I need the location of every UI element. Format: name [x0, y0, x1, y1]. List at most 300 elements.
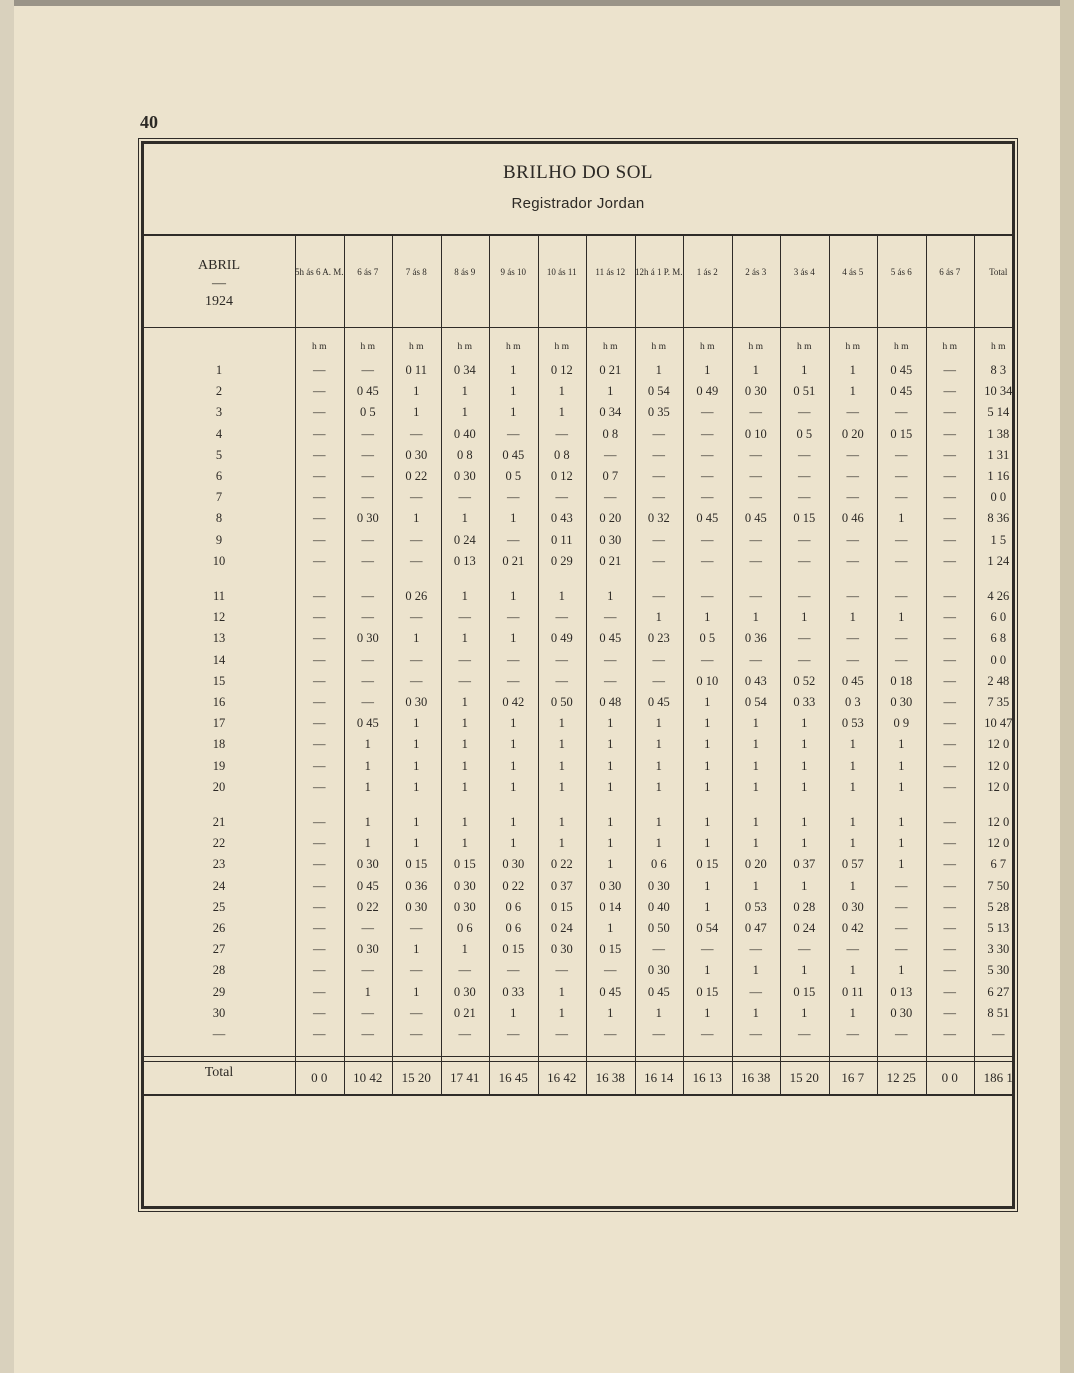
table-cell: 1 [704, 363, 711, 377]
table-cell: 1 [752, 1005, 759, 1020]
table-cell: — [798, 553, 811, 568]
table-cell: 0 26 [405, 589, 428, 603]
table-cell: — [943, 921, 956, 935]
table-cell: — [313, 921, 326, 935]
table-cell: — [361, 963, 374, 978]
table-cell: — [943, 1005, 956, 1020]
day-label: 29 [212, 984, 226, 999]
table-cell: 0 5 [796, 426, 813, 441]
table-cell: — [943, 631, 956, 646]
table-cell: — [313, 815, 326, 829]
table-cell: — [943, 984, 956, 999]
table-cell: 1 [898, 963, 905, 978]
table-rule [144, 234, 1012, 236]
total-cell: 16 38 [595, 1070, 625, 1085]
table-cell: 0 5 [699, 631, 716, 646]
table-cell: 1 [801, 815, 808, 829]
table-title: BRILHO DO SOL [502, 162, 654, 183]
unit-label: h m [408, 342, 424, 352]
table-cell: 0 30 [890, 1005, 913, 1020]
table-cell: 0 57 [841, 857, 864, 872]
table-cell: 0 30 [841, 899, 864, 914]
table-cell: — [313, 779, 326, 794]
table-cell: 1 [849, 610, 856, 625]
table-cell: 0 22 [356, 899, 379, 914]
table-cell: — [652, 426, 665, 441]
column-header: 12h á 1 P. M. [634, 267, 683, 277]
table-cell: — [943, 363, 956, 377]
table-cell: 1 [461, 511, 468, 526]
table-cell: 0 5 [359, 405, 376, 420]
table-cell: — [313, 878, 326, 893]
table-cell: — [313, 610, 326, 625]
table-cell: 1 [461, 779, 468, 794]
table-cell: 1 [510, 511, 517, 526]
table-cell: — [943, 836, 956, 851]
table-cell: 0 28 [793, 899, 816, 914]
table-cell: — [895, 469, 908, 483]
table-cell: 1 [752, 963, 759, 978]
unit-label: h m [699, 342, 715, 352]
table-cell: 1 [752, 779, 759, 794]
table-cell: 1 [558, 836, 565, 851]
table-cell: — [846, 942, 859, 957]
table-cell: — [943, 758, 956, 773]
table-cell: — [749, 405, 762, 420]
unit-label: h m [845, 342, 860, 352]
table-cell: 0 21 [453, 1005, 476, 1020]
day-label: 4 [215, 426, 223, 441]
table-cell: 1 [898, 737, 905, 752]
table-cell: 1 [898, 836, 905, 851]
table-cell: — [313, 426, 326, 441]
table-cell: 1 [510, 631, 517, 646]
table-cell: — [507, 963, 520, 978]
table-cell: — [943, 490, 956, 505]
day-label: — [212, 1027, 226, 1041]
table-cell: 7 50 [987, 878, 1010, 893]
table-cell: 1 [752, 836, 759, 851]
table-cell: 1 [801, 737, 808, 752]
table-cell: 0 7 [602, 469, 619, 483]
day-label: 26 [212, 921, 226, 935]
table-cell: — [798, 490, 811, 505]
table-cell: — [895, 553, 908, 568]
table-cell: — [555, 610, 568, 625]
table-cell: 0 8 [553, 447, 570, 462]
table-cell: 0 45 [696, 511, 719, 526]
table-cell: — [701, 589, 714, 603]
table-cell: — [943, 511, 956, 526]
table-cell: 8 36 [987, 511, 1010, 526]
table-cell: — [895, 942, 908, 957]
table-cell: — [652, 490, 665, 505]
table-cell: — [943, 963, 956, 978]
table-cell: 0 6 [456, 921, 473, 935]
table-cell: 6 27 [987, 984, 1010, 999]
table-cell: 0 45 [356, 384, 379, 399]
table-cell: 1 [461, 716, 468, 731]
table-cell: — [458, 1027, 471, 1041]
table-cell: 0 14 [599, 899, 622, 914]
table-cell: 0 11 [842, 984, 864, 999]
table-cell: 0 30 [599, 532, 622, 547]
total-cell: 16 45 [498, 1070, 528, 1085]
table-cell: — [701, 1027, 714, 1041]
table-cell: 0 24 [793, 921, 816, 935]
table-cell: 0 15 [793, 511, 816, 526]
table-cell: 0 49 [696, 384, 719, 399]
day-label: 12 [212, 610, 226, 625]
table-cell: 1 [558, 384, 565, 399]
table-cell: — [749, 469, 762, 483]
table-cell: 1 [801, 758, 808, 773]
table-cell: 5 13 [987, 921, 1010, 935]
table-cell: — [313, 469, 326, 483]
table-cell: — [458, 652, 471, 667]
table-cell: 0 54 [744, 695, 767, 709]
day-label: 7 [215, 490, 223, 505]
table-cell: — [652, 532, 665, 547]
table-cell: — [895, 1027, 908, 1041]
table-cell: 0 12 [550, 469, 573, 483]
table-cell: — [555, 963, 568, 978]
table-cell: — [555, 652, 568, 667]
table-cell: 0 6 [650, 857, 667, 872]
table-cell: — [604, 1027, 617, 1041]
table-cell: 1 [849, 836, 856, 851]
table-cell: 1 [607, 921, 614, 935]
table-cell: 1 [704, 878, 711, 893]
table-cell: 1 [461, 695, 468, 709]
table-cell: — [313, 836, 326, 851]
table-cell: 0 13 [890, 984, 913, 999]
table-cell: 0 50 [550, 695, 573, 709]
table-cell: — [313, 652, 326, 667]
day-label: 19 [212, 758, 226, 773]
column-header: Total [989, 267, 1008, 277]
table-cell: 1 [704, 1005, 711, 1020]
table-cell: — [943, 899, 956, 914]
table-cell: 1 [510, 1005, 517, 1020]
table-cell: 1 [413, 631, 420, 646]
table-cell: — [652, 447, 665, 462]
day-label: 23 [212, 857, 226, 872]
table-cell: — [749, 942, 762, 957]
table-cell: 0 37 [793, 857, 816, 872]
table-cell: 0 49 [550, 631, 573, 646]
table-cell: — [943, 589, 956, 603]
table-cell: — [798, 589, 811, 603]
table-cell: 1 [413, 405, 420, 420]
table-cell: 1 [558, 984, 565, 999]
table-cell: — [507, 673, 520, 688]
table-cell: — [313, 963, 326, 978]
table-cell: 1 [849, 363, 856, 377]
table-cell: 0 5 [505, 469, 522, 483]
table-cell: — [749, 532, 762, 547]
table-cell: — [313, 553, 326, 568]
total-cell: 17 41 [450, 1070, 480, 1085]
table-cell: 1 5 [990, 532, 1007, 547]
table-cell: — [895, 490, 908, 505]
table-cell: 1 [849, 1005, 856, 1020]
table-cell: 1 [364, 737, 371, 752]
table-cell: 1 [558, 815, 565, 829]
table-cell: 5 14 [987, 405, 1010, 420]
table-cell: — [361, 589, 374, 603]
unit-label: h m [554, 342, 569, 352]
table-cell: — [313, 384, 326, 399]
table-cell: — [943, 695, 956, 709]
table-cell: 5 28 [987, 899, 1010, 914]
table-cell: 1 [413, 716, 420, 731]
table-cell: 0 46 [841, 511, 864, 526]
table-cell: 1 [510, 363, 517, 377]
table-cell: 0 45 [890, 384, 913, 399]
unit-label: h m [942, 342, 957, 352]
table-cell: — [313, 716, 326, 731]
table-cell: 1 [704, 716, 711, 731]
table-cell: 1 [801, 779, 808, 794]
table-cell: — [313, 405, 326, 420]
table-cell: 12 0 [987, 815, 1010, 829]
table-cell: 3 30 [987, 942, 1010, 957]
column-header: 6 ás 7 [939, 267, 961, 277]
table-cell: — [313, 1027, 326, 1041]
table-cell: — [604, 610, 617, 625]
day-label: 2 [215, 384, 223, 399]
table-cell: 0 8 [602, 426, 619, 441]
table-cell: — [361, 490, 374, 505]
day-label: 15 [212, 673, 226, 688]
table-cell: — [943, 673, 956, 688]
table-cell: 1 [461, 836, 468, 851]
table-cell: 1 [704, 836, 711, 851]
column-header: 1 ás 2 [696, 267, 718, 277]
table-cell: 1 [364, 836, 371, 851]
day-label: 24 [212, 878, 226, 893]
table-cell: — [895, 589, 908, 603]
table-cell: — [313, 857, 326, 872]
table-cell: — [652, 673, 665, 688]
table-cell: 0 30 [405, 695, 428, 709]
table-cell: — [846, 553, 859, 568]
table-cell: — [701, 553, 714, 568]
table-cell: 0 45 [744, 511, 767, 526]
table-cell: 0 53 [744, 899, 767, 914]
table-cell: — [410, 652, 423, 667]
total-cell: 16 7 [841, 1070, 865, 1085]
table-cell: — [361, 532, 374, 547]
table-cell: — [313, 737, 326, 752]
table-cell: 1 [655, 716, 662, 731]
table-cell: — [943, 737, 956, 752]
page-left-shade [0, 0, 14, 1373]
table-cell: 1 [704, 779, 711, 794]
table-cell: — [846, 652, 859, 667]
table-cell: 6 7 [990, 857, 1007, 872]
year-label: 1924 [205, 294, 233, 309]
table-cell: 0 15 [793, 984, 816, 999]
unit-label: h m [651, 342, 666, 352]
page-right-edge [1060, 0, 1074, 1373]
unit-label: h m [893, 342, 909, 352]
table-cell: — [604, 652, 617, 667]
table-cell: 0 11 [405, 363, 427, 377]
table-cell: 12 0 [987, 779, 1010, 794]
table-cell: 8 51 [987, 1005, 1010, 1020]
table-cell: 1 [704, 737, 711, 752]
table-cell: 0 54 [647, 384, 670, 399]
table-cell: 1 [607, 589, 614, 603]
table-cell: 1 31 [987, 447, 1010, 462]
table-cell: — [701, 405, 714, 420]
table-cell: 1 [704, 963, 711, 978]
table-cell: 0 21 [599, 363, 622, 377]
table-cell: 5 30 [987, 963, 1010, 978]
table-cell: 0 11 [551, 532, 573, 547]
table-cell: — [313, 942, 326, 957]
table-cell: 0 21 [599, 553, 622, 568]
month-header [144, 257, 294, 311]
table-cell: 1 [558, 779, 565, 794]
table-cell: 1 [413, 384, 420, 399]
table-cell: — [846, 532, 859, 547]
table-cell: 0 40 [647, 899, 670, 914]
table-cell: 1 [461, 737, 468, 752]
day-label: 18 [212, 737, 226, 752]
table-cell: 0 43 [744, 673, 767, 688]
table-cell: 0 3 [844, 695, 861, 709]
table-cell: 0 30 [647, 963, 670, 978]
table-cell: — [701, 469, 714, 483]
table-cell: — [943, 878, 956, 893]
table-cell: 1 [510, 779, 517, 794]
table-cell: 0 37 [550, 878, 573, 893]
table-cell: — [410, 610, 423, 625]
table-cell: — [410, 673, 423, 688]
table-cell: — [943, 1027, 956, 1041]
table-cell: 1 [413, 779, 420, 794]
table-cell: 10 34 [984, 384, 1013, 399]
table-cell: 0 10 [744, 426, 767, 441]
table-cell: 1 [849, 737, 856, 752]
table-cell: 0 15 [696, 984, 719, 999]
table-cell: 1 [607, 815, 614, 829]
total-cell: 0 0 [311, 1070, 328, 1085]
table-cell: 0 45 [890, 363, 913, 377]
table-cell: 1 [510, 737, 517, 752]
table-cell: 0 32 [647, 511, 670, 526]
total-cell: 0 0 [941, 1070, 958, 1085]
table-cell: — [458, 490, 471, 505]
table-cell: 0 24 [453, 532, 476, 547]
table-cell: — [846, 589, 859, 603]
table-cell: — [361, 695, 374, 709]
table-cell: — [701, 447, 714, 462]
table-cell: — [410, 1005, 423, 1020]
table-cell: 1 [364, 779, 371, 794]
table-cell: — [943, 553, 956, 568]
table-cell: — [943, 447, 956, 462]
table-cell: — [313, 673, 326, 688]
table-cell: 0 30 [453, 984, 476, 999]
table-cell: 10 47 [984, 716, 1013, 731]
table-cell: 1 [558, 737, 565, 752]
table-cell: — [943, 405, 956, 420]
table-cell: 1 [413, 836, 420, 851]
table-cell: — [895, 652, 908, 667]
table-cell: — [798, 631, 811, 646]
table-cell: — [846, 490, 859, 505]
table-cell: 0 15 [550, 899, 573, 914]
table-cell: — [507, 490, 520, 505]
total-cell: 15 20 [789, 1070, 819, 1085]
table-cell: — [458, 673, 471, 688]
table-cell: — [798, 1027, 811, 1041]
table-cell: — [701, 426, 714, 441]
total-cell: 15 20 [401, 1070, 431, 1085]
column-header: 10 ás 11 [546, 267, 577, 277]
table-cell: — [361, 921, 374, 935]
table-cell: 0 47 [744, 921, 767, 935]
table-cell: — [798, 447, 811, 462]
table-cell: 0 15 [453, 857, 476, 872]
table-cell: — [555, 490, 568, 505]
day-label: 20 [212, 779, 226, 794]
table-cell: 0 20 [599, 511, 622, 526]
table-cell: — [846, 405, 859, 420]
table-cell: 1 [461, 815, 468, 829]
table-cell: 1 [801, 1005, 808, 1020]
day-label: 25 [212, 899, 226, 914]
day-label: 22 [212, 836, 226, 851]
table-cell: — [313, 695, 326, 709]
table-cell: — [846, 1027, 859, 1041]
table-cell: 0 45 [647, 984, 670, 999]
table-cell: 1 [849, 758, 856, 773]
table-cell: 1 [607, 779, 614, 794]
table-cell: — [361, 652, 374, 667]
table-cell: 0 21 [502, 553, 525, 568]
table-cell: 1 [510, 589, 517, 603]
day-label: 17 [212, 716, 226, 731]
table-cell: — [895, 921, 908, 935]
unit-label: h m [457, 342, 472, 352]
table-frame [141, 141, 1015, 1209]
table-cell: 1 [655, 836, 662, 851]
total-cell: 186 1 [983, 1070, 1013, 1085]
table-cell: — [701, 942, 714, 957]
table-cell: 1 [607, 857, 614, 872]
table-cell: — [313, 447, 326, 462]
table-cell: — [749, 447, 762, 462]
table-cell: — [652, 589, 665, 603]
unit-label: h m [311, 342, 327, 352]
table-cell: — [313, 1005, 326, 1020]
table-cell: 7 35 [987, 695, 1010, 709]
table-cell: — [313, 758, 326, 773]
table-cell: 0 0 [990, 490, 1007, 505]
table-cell: — [507, 426, 520, 441]
table-cell: 1 [607, 758, 614, 773]
table-cell: 0 53 [841, 716, 864, 731]
table-cell: 12 0 [987, 737, 1010, 752]
table-cell: 0 51 [793, 384, 816, 399]
table-cell: — [943, 942, 956, 957]
table-cell: 1 [752, 610, 759, 625]
